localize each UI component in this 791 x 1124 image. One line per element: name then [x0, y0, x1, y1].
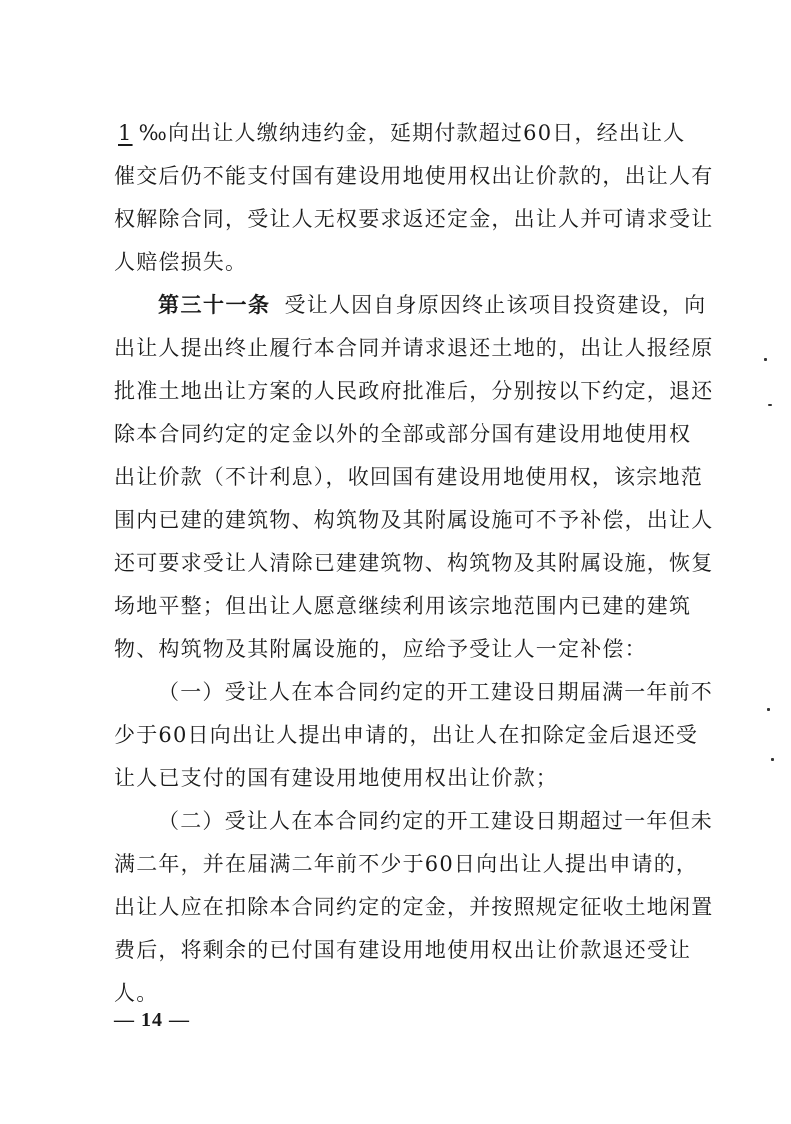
article-line: 出让价款（不计利息），收回国有建设用地使用权，该宗地范: [114, 465, 703, 489]
item-line: 少于60日向出让人提出申请的，出让人在扣除定金后退还受: [114, 723, 699, 747]
paragraph-line: 权解除合同，受让人无权要求返还定金，出让人并可请求受让: [114, 207, 714, 231]
scan-speck: [768, 404, 772, 406]
article-line: 物、构筑物及其附属设施的，应给予受让人一定补偿：: [114, 637, 647, 661]
item-line: （一）受让人在本合同约定的开工建设日期届满一年前不: [158, 680, 713, 704]
item-line: 让人已支付的国有建设用地使用权出让价款；: [114, 766, 558, 790]
penalty-rate-number: 1: [118, 121, 133, 145]
item-line: 费后，将剩余的已付国有建设用地使用权出让价款退还受让: [114, 938, 692, 962]
paragraph-line: [114, 118, 689, 148]
item-line: （二）受让人在本合同约定的开工建设日期超过一年但未: [158, 809, 713, 833]
item-line: 满二年，并在届满二年前不少于60日向出让人提出申请的，: [114, 852, 699, 876]
scan-speck: [767, 708, 770, 711]
paragraph-text: ‰向出让人缴纳违约金，延期付款超过60日，经出让人: [138, 121, 686, 145]
item-line: 人。: [114, 981, 159, 1005]
article-line: 场地平整；但出让人愿意继续利用该宗地范围内已建的建筑: [114, 594, 692, 618]
paragraph-line: 人赔偿损失。: [114, 250, 248, 274]
article-heading: 第三十一条: [158, 293, 271, 317]
item-line: 出让人应在扣除本合同约定的定金，并按照规定征收土地闲置: [114, 895, 714, 919]
paragraph-line: 催交后仍不能支付国有建设用地使用权出让价款的，出让人有: [114, 164, 714, 188]
article-line: 还可要求受让人清除已建建筑物、构筑物及其附属设施，恢复: [114, 551, 714, 575]
article-line: 围内已建的建筑物、构筑物及其附属设施可不予补偿，出让人: [114, 508, 714, 532]
article-line: 除本合同约定的定金以外的全部或部分国有建设用地使用权: [114, 422, 692, 446]
article-line: 批准土地出让方案的人民政府批准后，分别按以下约定，退还: [114, 379, 714, 403]
page-number: — 14 —: [114, 1009, 190, 1031]
article-line: 出让人提出终止履行本合同并请求退还土地的，出让人报经原: [114, 336, 714, 360]
article-heading-line: [158, 290, 707, 320]
scan-speck: [771, 758, 774, 761]
scan-speck: [764, 358, 767, 361]
article-text: 受让人因自身原因终止该项目投资建设，向: [284, 293, 707, 317]
